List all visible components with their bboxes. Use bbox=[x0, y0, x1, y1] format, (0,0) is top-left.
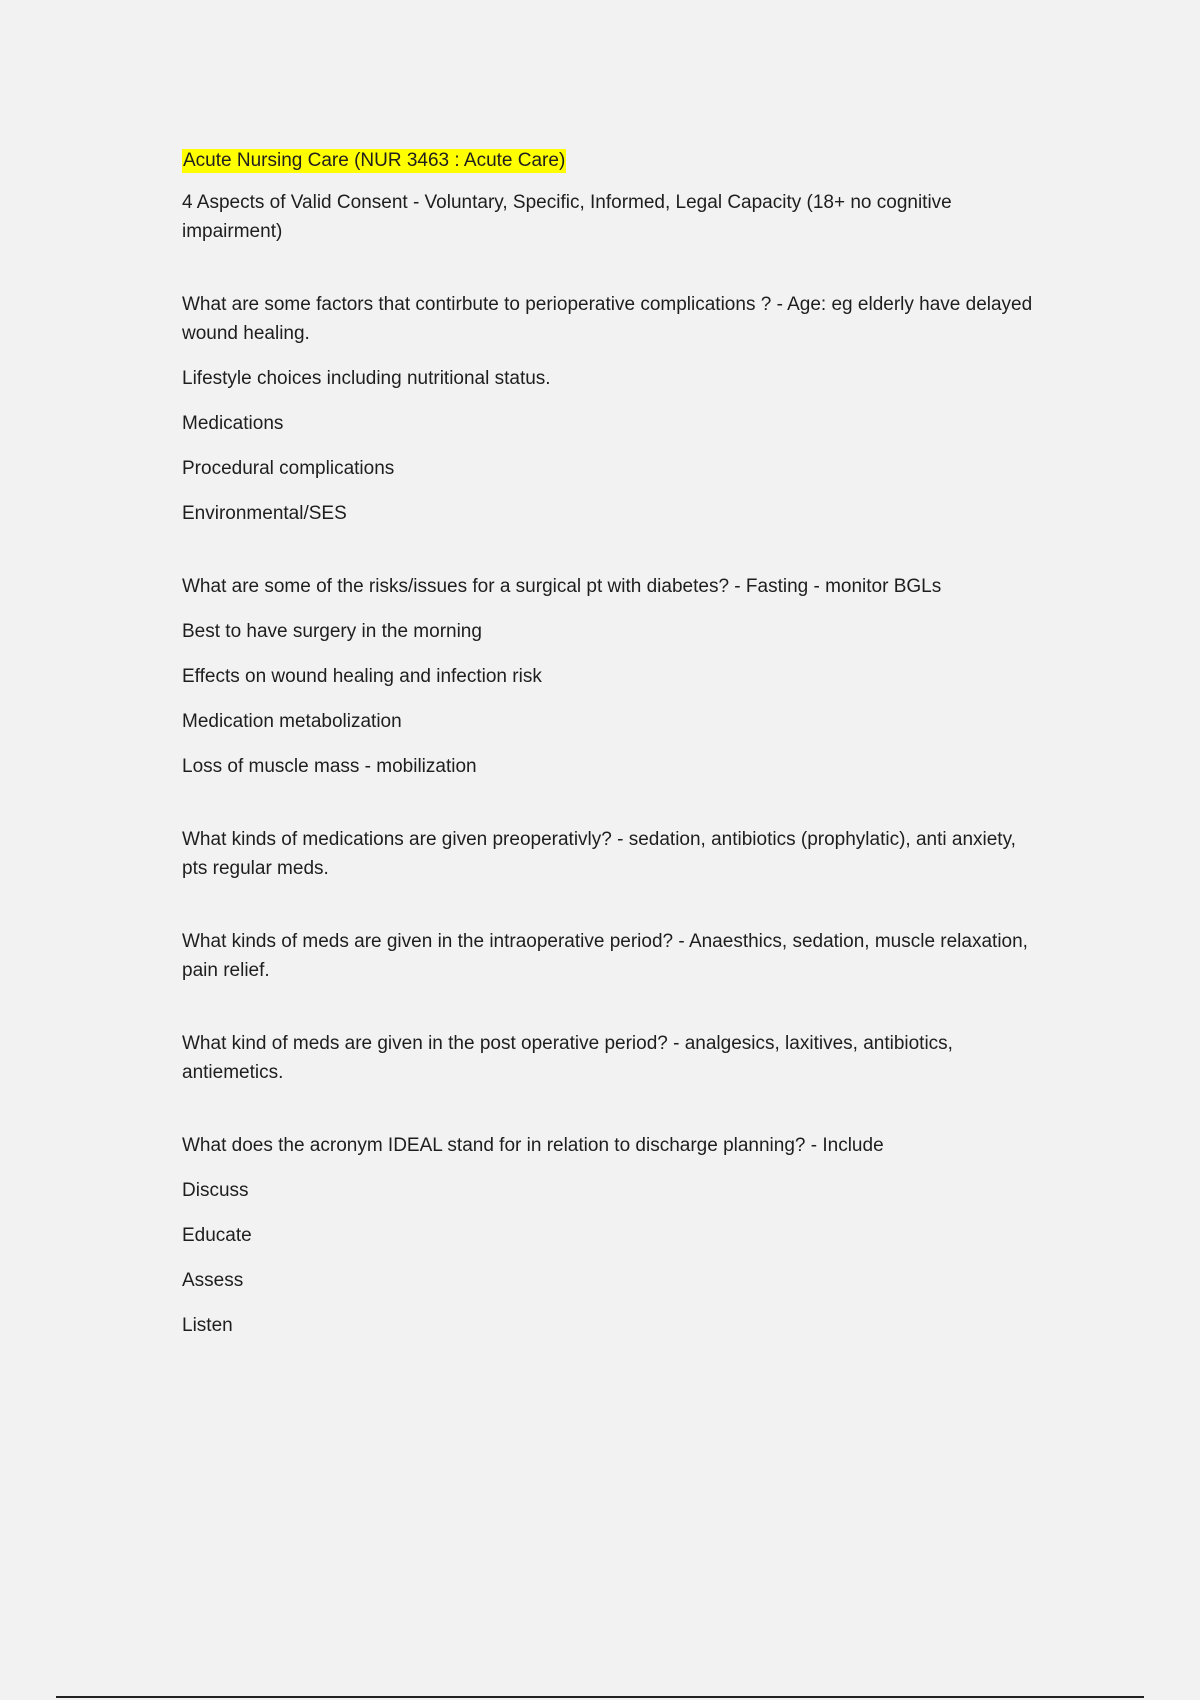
document-paragraph: Loss of muscle mass - mobilization bbox=[182, 756, 477, 777]
document-paragraph: What kinds of medications are given preoperativly? - sedation, antibiotics (prophylatic), anti anxiety, pts regular meds. bbox=[182, 829, 1016, 879]
document-paragraph: 4 Aspects of Valid Consent - Voluntary, Specific, Informed, Legal Capacity (18+ no cognitive impairment) bbox=[182, 192, 952, 242]
document-paragraph: Effects on wound healing and infection risk bbox=[182, 666, 542, 687]
document-paragraph: What kinds of meds are given in the intraoperative period? - Anaesthics, sedation, muscle relaxation, pain relief. bbox=[182, 931, 1028, 981]
document-paragraph: Educate bbox=[182, 1225, 252, 1246]
document-paragraph: Assess bbox=[182, 1270, 244, 1291]
document-paragraph: Lifestyle choices including nutritional status. bbox=[182, 368, 551, 389]
document-paragraph: Procedural complications bbox=[182, 458, 395, 479]
document-paragraph: Medications bbox=[182, 413, 284, 434]
document-paragraph: What kind of meds are given in the post operative period? - analgesics, laxitives, antibiotics, antiemetics. bbox=[182, 1033, 953, 1083]
document-paragraph: What are some of the risks/issues for a surgical pt with diabetes? - Fasting - monitor BGLs bbox=[182, 576, 942, 597]
document-paragraph: Medication metabolization bbox=[182, 711, 402, 732]
document-paragraph: What does the acronym IDEAL stand for in relation to discharge planning? - Include bbox=[182, 1135, 884, 1156]
document-paragraph: Discuss bbox=[182, 1180, 249, 1201]
title-row bbox=[182, 146, 1042, 188]
document-paragraph: Listen bbox=[182, 1315, 233, 1336]
document-paragraph: Best to have surgery in the morning bbox=[182, 621, 482, 642]
document-title: Acute Nursing Care (NUR 3463 : Acute Care) bbox=[183, 150, 566, 171]
document-body bbox=[182, 146, 1042, 1356]
page-bottom-rule bbox=[56, 1696, 1144, 1698]
document-paragraph: What are some factors that contirbute to perioperative complications ? - Age: eg elderly have delayed wound healing. bbox=[182, 294, 1033, 344]
document-paragraph: Environmental/SES bbox=[182, 503, 347, 524]
paragraph-list bbox=[182, 188, 1042, 1340]
